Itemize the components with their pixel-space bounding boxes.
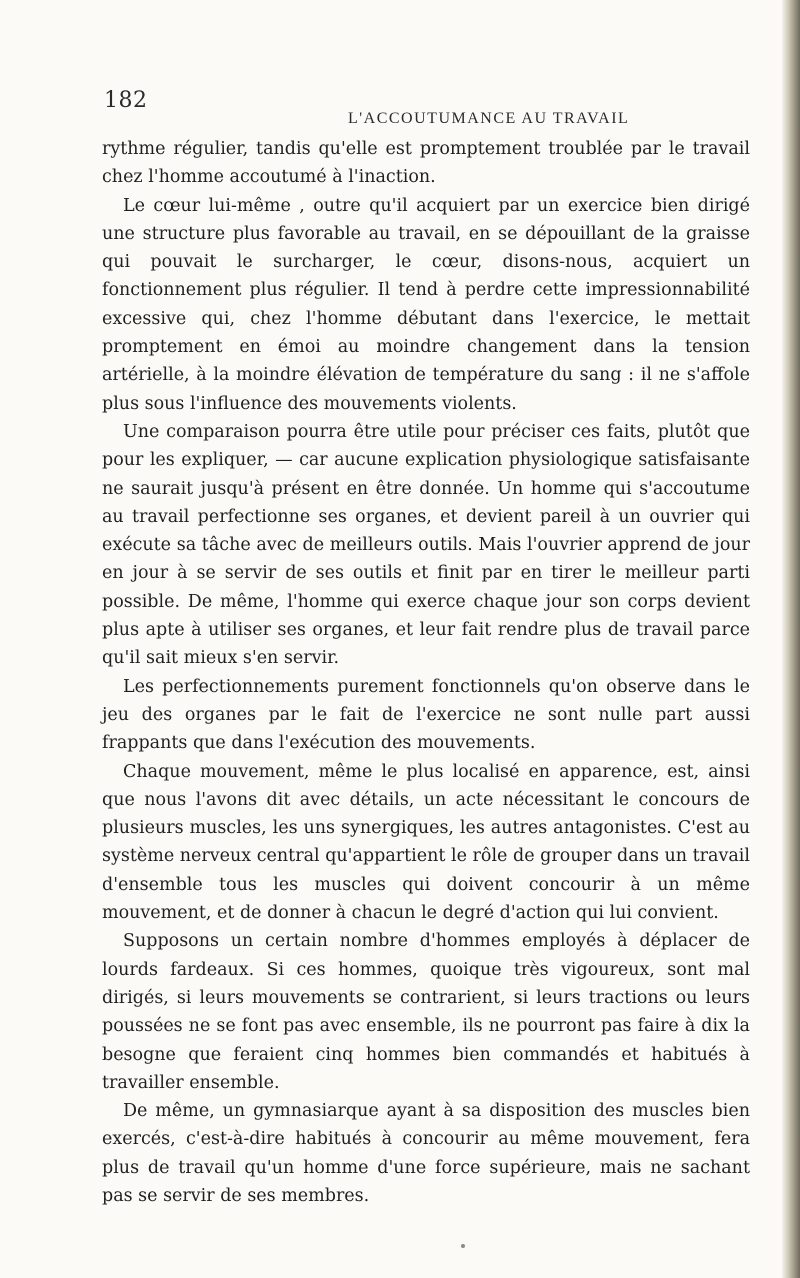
paragraph-5: Chaque mouvement, même le plus localisé en apparence, est, ainsi que nous l'avons dit avec détails, un acte nécessitant le concours de plusieurs muscles, les uns synergiques, les autres antagonistes. C'est au système nerveux central qu'appartient le rôle de grouper dans un travail d'ensemble tous les muscles qui doivent concourir à un même mouvement, et de donner à chacun le degré d'action qui lui convient.: [102, 761, 750, 924]
paragraph-4: Les perfectionnements purement fonctionnels qu'on observe dans le jeu des organes par le fait de l'exercice ne sont nulle part aussi frappants que dans l'exécution des mouvements.: [102, 676, 750, 754]
page-edge-shadow: [782, 0, 800, 1278]
paragraph-6: Supposons un certain nombre d'hommes employés à déplacer de lourds fardeaux. Si ces hommes, quoique très vigoureux, sont mal dirigés, si leurs mouvements se contrarient, si leurs tractions ou leurs poussées ne se font pas avec ensemble, ils ne pourront pas faire à dix la besogne que feraient cinq hommes bien commandés et habitués à travailler ensemble.: [102, 931, 750, 1093]
paper-speck: [461, 1244, 465, 1248]
running-title: L'ACCOUTUMANCE AU TRAVAIL: [348, 110, 630, 127]
paragraph-7: De même, un gymnasiarque ayant à sa disposition des muscles bien exercés, c'est-à-dire habitués à concourir au même mouvement, fera plus de travail qu'un homme d'une force supérieure, mais ne sachant pas se servir de ses membres.: [102, 1101, 750, 1206]
paragraph-1: rythme régulier, tandis qu'elle est promptement troublée par le travail chez l'homme accoutumé à l'inaction.: [102, 139, 750, 188]
body-text: [102, 135, 750, 1210]
paragraph-2: Le cœur lui-même , outre qu'il acquiert par un exercice bien dirigé une structure plus favorable au travail, en se dépouillant de la graisse qui pouvait le surcharger, le cœur, disons-nous, acquiert un fonctionnement plus régulier. Il tend à perdre cette impressionnabilité excessive qui, chez l'homme débutant dans l'exercice, le mettait promptement en émoi au moindre changement dans la tension artérielle, à la moindre élévation de température du sang : il ne s'affole plus sous l'influence des mouvements violents.: [102, 195, 750, 414]
page-number: 182: [104, 88, 148, 113]
paragraph-3: Une comparaison pourra être utile pour préciser ces faits, plutôt que pour les expliquer, — car aucune explication physiologique satisfaisante ne saurait jusqu'à présent en être donnée. Un homme qui s'accoutume au travail perfectionne ses organes, et devient pareil à un ouvrier qui exécute sa tâche avec de meilleurs outils. Mais l'ouvrier apprend de jour en jour à se servir de ses outils et finit par en tirer le meilleur parti possible. De même, l'homme qui exerce chaque jour son corps devient plus apte à utiliser ses organes, et leur fait rendre plus de travail parce qu'il sait mieux s'en servir.: [102, 421, 750, 669]
